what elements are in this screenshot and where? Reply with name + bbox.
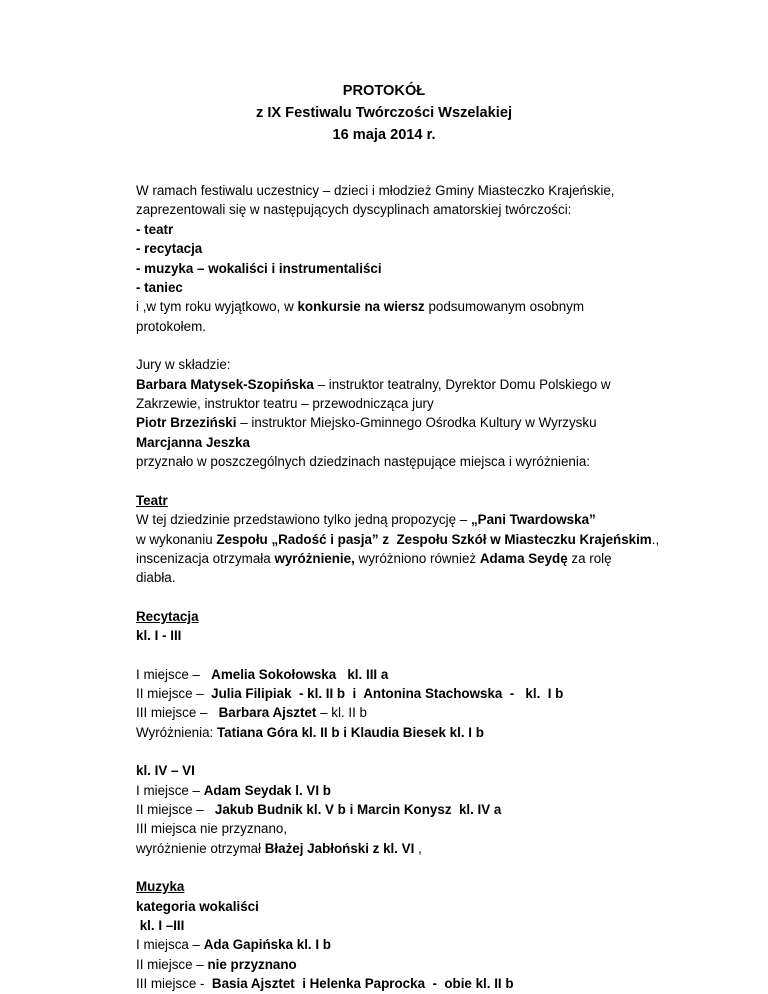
- group-heading: kl. IV – VI: [136, 763, 195, 779]
- group-heading: kl. I - III: [136, 628, 182, 644]
- bold-fragment: Zespołu „Radość i pasja” z Zespołu Szkół w Miasteczku Krajeńskim: [216, 531, 652, 547]
- teatr-line: [136, 510, 668, 529]
- intro-line: zaprezentowali się w następujących dyscyplinach amatorskiej twórczości:: [136, 202, 572, 218]
- bold-fragment: wyróżnienie,: [274, 550, 355, 566]
- text-fragment: za rolę: [567, 550, 612, 566]
- text-fragment: inscenizacja otrzymała: [136, 550, 275, 566]
- result-label: III miejsce -: [136, 976, 212, 992]
- teatr-line: [136, 549, 668, 568]
- intro-line: [136, 297, 668, 316]
- jury-member: [136, 375, 668, 394]
- title-line-3: 16 maja 2014 r.: [332, 127, 436, 143]
- muzyka-section: [136, 877, 668, 993]
- result-row: [136, 800, 668, 819]
- result-label: II miejsce –: [136, 956, 208, 972]
- result-list: [136, 935, 668, 993]
- teatr-line: diabła.: [136, 570, 176, 586]
- result-label: II miejsce –: [136, 801, 215, 817]
- result-label: wyróżnienie otrzymał: [136, 840, 265, 856]
- result-label: Wyróżnienia:: [136, 724, 217, 740]
- result-row: [136, 703, 668, 722]
- bold-fragment: „Pani Twardowska”: [470, 512, 596, 528]
- category-heading: kategoria wokaliści: [136, 898, 259, 914]
- text-fragment: wyróżniono również: [354, 550, 480, 566]
- result-row: [136, 723, 668, 742]
- jury-member-name: Piotr Brzeziński: [136, 415, 237, 431]
- discipline-item: - muzyka – wokaliści i instrumentaliści: [136, 260, 382, 276]
- result-label: I miejsce –: [136, 782, 204, 798]
- document-title: [0, 80, 768, 146]
- result-list: [136, 665, 668, 743]
- jury-member-name: Barbara Matysek-Szopińska: [136, 376, 314, 392]
- result-winner: Julia Filipiak - kl. II b i Antonina Stachowska - kl. I b: [211, 685, 564, 701]
- result-row: [136, 781, 668, 800]
- result-winner: Adam Seydak l. VI b: [203, 782, 331, 798]
- text-fragment: W tej dziedzinie przedstawiono tylko jedną propozycję –: [136, 512, 471, 528]
- group-heading: kl. I –III: [136, 918, 185, 933]
- result-label: III miejsce –: [136, 705, 219, 721]
- text-fragment: w wykonaniu: [136, 531, 217, 547]
- result-label: III miejsca nie przyznano,: [136, 821, 288, 837]
- result-suffix: – kl. II b: [316, 705, 367, 721]
- bold-fragment: Adama Seydę: [479, 550, 568, 566]
- section-heading-recytacja: Recytacja: [136, 608, 199, 624]
- result-label: II miejsce –: [136, 685, 212, 701]
- result-winner: Błażej Jabłoński z kl. VI: [264, 840, 415, 856]
- result-suffix: ,: [414, 840, 422, 856]
- jury-closing: przyznało w poszczególnych dziedzinach następujące miejsca i wyróżnienia:: [136, 454, 591, 470]
- result-winner: nie przyznano: [207, 956, 297, 972]
- result-label: I miejsca –: [136, 937, 204, 953]
- teatr-line: [136, 530, 668, 549]
- section-heading-muzyka: Muzyka: [136, 879, 185, 895]
- jury-member-desc: – instruktor Miejsko-Gminnego Ośrodka Kultury w Wyrzysku: [236, 415, 597, 431]
- result-row: [136, 839, 668, 858]
- discipline-item: - teatr: [136, 221, 174, 237]
- discipline-item: - taniec: [136, 280, 183, 296]
- intro-paragraph: [136, 181, 668, 336]
- intro-line: protokołem.: [136, 318, 206, 334]
- intro-line: W ramach festiwalu uczestnicy – dzieci i młodzież Gminy Miasteczko Krajeńskie,: [136, 183, 615, 198]
- jury-heading: Jury w składzie:: [136, 357, 231, 373]
- result-row: [136, 935, 668, 954]
- bold-fragment: konkursie na wiersz: [297, 299, 425, 315]
- section-heading-teatr: Teatr: [136, 492, 168, 508]
- result-winner: Barbara Ajsztet: [218, 705, 317, 721]
- result-row: [136, 684, 668, 703]
- result-row: [136, 665, 668, 684]
- jury-member-desc-cont: Zakrzewie, instruktor teatru – przewodnicząca jury: [136, 396, 434, 412]
- text-fragment: .,: [651, 531, 660, 547]
- result-list: [136, 781, 668, 859]
- result-winner: Basia Ajsztet i Helenka Paprocka - obie kl. II b: [211, 976, 514, 992]
- title-line-2: z IX Festiwalu Twórczości Wszelakiej: [255, 105, 512, 121]
- title-line-1: PROTOKÓŁ: [342, 83, 426, 99]
- jury-member-desc: – instruktor teatralny, Dyrektor Domu Polskiego w: [313, 376, 611, 392]
- jury-member: [136, 413, 668, 432]
- discipline-item: - recytacja: [136, 241, 203, 257]
- result-winner: Ada Gapińska kl. I b: [203, 937, 331, 953]
- result-winner: Amelia Sokołowska kl. III a: [211, 666, 389, 682]
- text-fragment: podsumowanym osobnym: [424, 299, 585, 315]
- document-body: [136, 181, 668, 994]
- result-row: [136, 955, 668, 974]
- jury-section: [136, 355, 668, 471]
- result-label: I miejsce –: [136, 666, 212, 682]
- jury-member-name: Marcjanna Jeszka: [136, 434, 250, 450]
- result-winner: Jakub Budnik kl. V b i Marcin Konysz kl. IV a: [214, 801, 502, 817]
- text-fragment: i ,w tym roku wyjątkowo, w: [136, 299, 298, 315]
- result-row: [136, 974, 668, 993]
- result-winner: Tatiana Góra kl. II b i Klaudia Biesek kl. I b: [217, 724, 484, 740]
- result-row: [136, 819, 668, 838]
- recytacja-section: [136, 607, 668, 858]
- teatr-section: [136, 491, 668, 588]
